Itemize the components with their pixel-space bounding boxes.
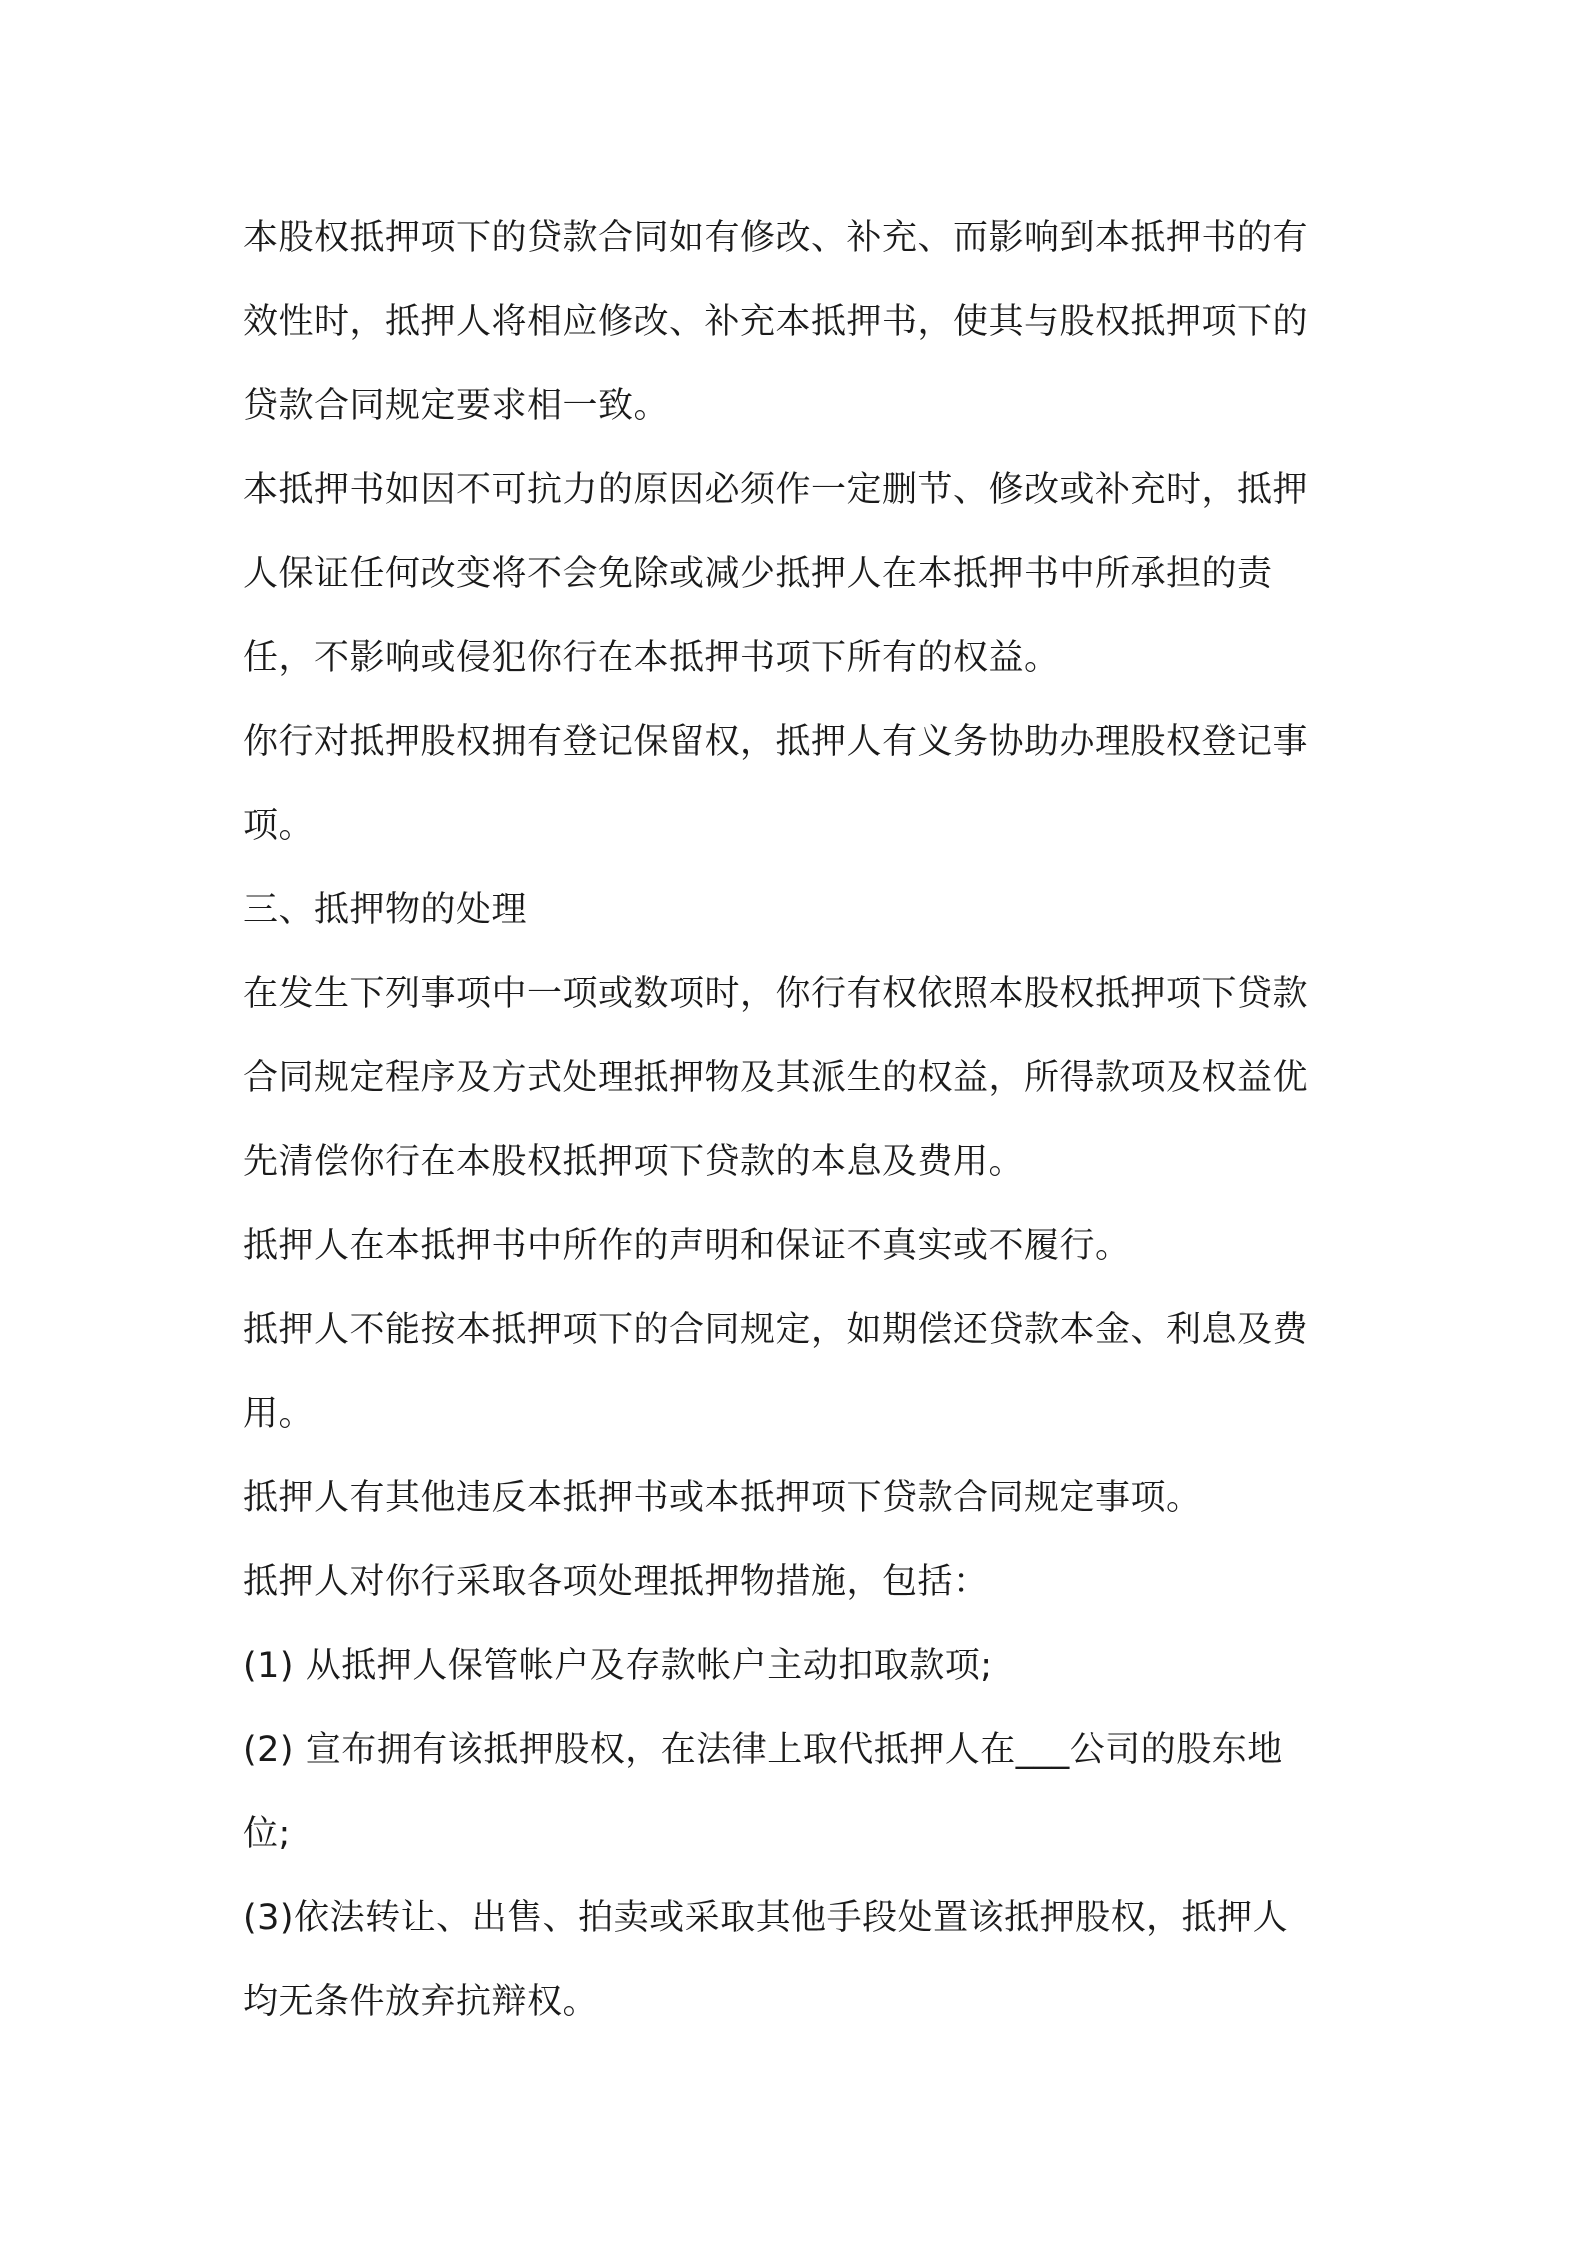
text-line: 项。 [243,806,315,846]
paragraph-registration-right [243,700,1359,868]
text-line: 抵押人有其他违反本抵押书或本抵押项下贷款合同规定事项。 [243,1478,1202,1518]
text-line: 抵押人对你行采取各项处理抵押物措施，包括： [243,1562,989,1602]
text-line: 抵押人在本抵押书中所作的声明和保证不真实或不履行。 [243,1226,1131,1266]
text-line: 你行对抵押股权拥有登记保留权，抵押人有义务协助办理股权登记事 [243,722,1309,762]
text-line: 合同规定程序及方式处理抵押物及其派生的权益，所得款项及权益优 [243,1058,1309,1098]
text-line: 抵押人不能按本抵押项下的合同规定，如期偿还贷款本金、利息及费 [243,1310,1309,1350]
text-line: 效性时，抵押人将相应修改、补充本抵押书，使其与股权抵押项下的 [243,302,1309,342]
list-item-measure-1 [243,1624,1359,1708]
text-line: 任，不影响或侵犯你行在本抵押书项下所有的权益。 [243,638,1060,678]
list-item-measure-2 [243,1708,1359,1876]
text-line: (3)依法转让、出售、拍卖或采取其他手段处置该抵押股权，抵押人 [243,1898,1289,1938]
heading-line: 三、抵押物的处理 [243,890,528,930]
paragraph-disposal-conditions [243,952,1359,1204]
text-line: 用。 [243,1394,315,1434]
text-line: 人保证任何改变将不会免除或减少抵押人在本抵押书中所承担的责 [243,554,1273,594]
paragraph-force-majeure [243,448,1359,700]
paragraph-measures-intro [243,1540,1359,1624]
text-line: 位; [243,1814,291,1854]
text-line: 贷款合同规定要求相一致。 [243,386,670,426]
text-line: 本抵押书如因不可抗力的原因必须作一定删节、修改或补充时，抵押 [243,470,1309,510]
text-line: 均无条件放弃抗辩权。 [243,1982,599,2022]
paragraph-repayment-default [243,1288,1359,1456]
text-line: 先清偿你行在本股权抵押项下贷款的本息及费用。 [243,1142,1025,1182]
text-line: (1) 从抵押人保管帐户及存款帐户主动扣取款项; [243,1646,993,1686]
paragraph-other-violations [243,1456,1359,1540]
paragraph-false-statement [243,1204,1359,1288]
paragraph-loan-contract-amendment [243,196,1359,448]
section-heading-collateral-disposal [243,868,1359,952]
text-line: 在发生下列事项中一项或数项时，你行有权依照本股权抵押项下贷款 [243,974,1309,1014]
text-line: 本股权抵押项下的贷款合同如有修改、补充、而影响到本抵押书的有 [243,218,1309,258]
text-line: (2) 宣布拥有该抵押股权，在法律上取代抵押人在___公司的股东地 [243,1730,1283,1770]
list-item-measure-3 [243,1876,1359,2044]
document-body [243,196,1359,2044]
